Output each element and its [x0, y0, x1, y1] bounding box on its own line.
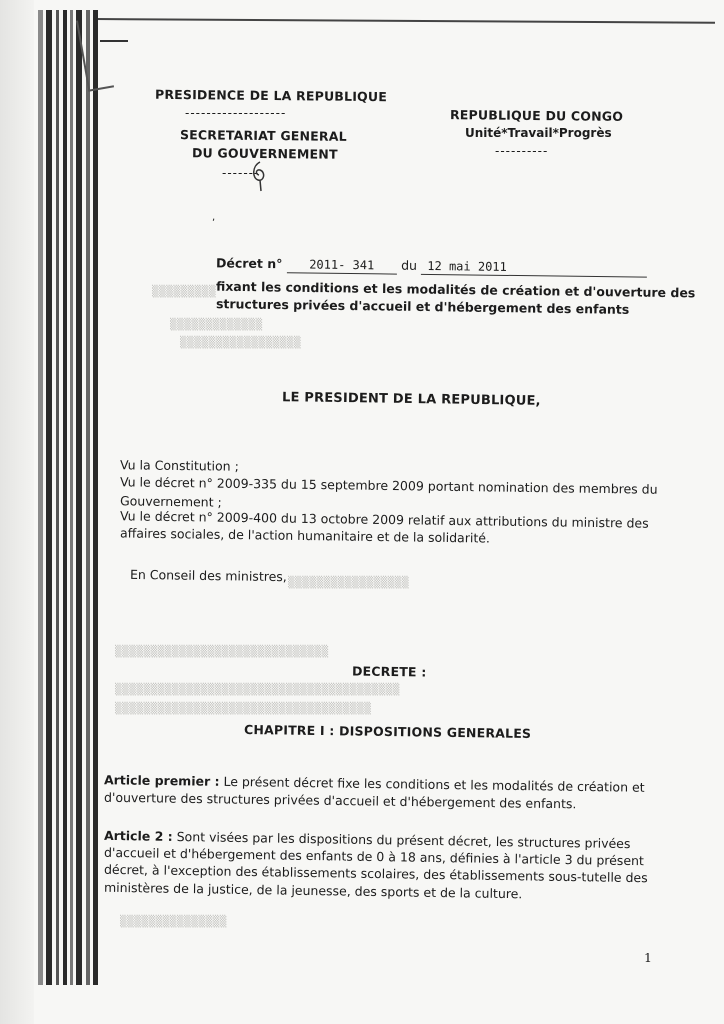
header-left-separator: ------------------- [185, 106, 287, 120]
bleed-through-text: ▒▒▒▒▒▒▒▒▒▒▒▒▒▒▒▒▒ [180, 336, 302, 349]
visa-decree-2009-335-cont: Gouvernement ; [119, 493, 222, 510]
header-left-separator-2: ------- [222, 166, 260, 180]
binding-bar [70, 10, 73, 985]
binding-bar [76, 10, 82, 985]
decree-date-label: du [401, 257, 418, 273]
bleed-through-text: ▒▒▒▒▒▒▒▒▒▒▒▒▒▒▒▒▒▒▒▒▒▒▒▒▒▒▒▒▒▒▒▒▒▒▒▒▒▒▒▒ [115, 683, 400, 696]
visa-decree-2009-400-cont: affaires sociales, de l'action humanitaire et de la solidarité. [119, 525, 491, 546]
handwritten-mark [248, 160, 272, 192]
binder-mark [100, 40, 128, 42]
binding-bar [86, 10, 90, 985]
scan-edge-shadow [0, 0, 34, 1024]
binding-bar [38, 10, 43, 985]
decree-date: 12 mai 2011 [421, 259, 647, 278]
decree-subject-2: structures privées d'accueil et d'hébergement des enfants [215, 296, 630, 317]
chapter-heading: CHAPITRE I : DISPOSITIONS GENERALES [243, 721, 532, 742]
header-gouvernement: DU GOUVERNEMENT [191, 145, 338, 162]
article-2-line-3: décret, à l'exception des établissements scolaires, des établissements sous-tutelle des [103, 861, 648, 886]
article-2-text-1: Sont visées par les dispositions du présent décret, les structures privées [176, 829, 631, 852]
article-2-line-2: d'accueil et d'hébergement des enfants de 0 à 18 ans, définies à l'article 3 du présent [103, 844, 645, 869]
president-heading: LE PRESIDENT DE LA REPUBLIQUE, [281, 390, 541, 409]
bleed-through-text: ▒▒▒▒▒▒▒▒▒▒▒▒▒▒▒ [120, 915, 227, 928]
decrete-heading: DECRETE : [351, 663, 427, 680]
decree-title-line [216, 255, 648, 277]
scan-dot: , [212, 212, 216, 223]
binding-bar [56, 10, 59, 985]
bleed-through-text: ▒▒▒▒▒▒▒▒▒▒▒▒▒▒▒▒▒ [288, 576, 410, 589]
bleed-through-text: ▒▒▒▒▒▒▒▒▒ [152, 285, 217, 298]
page-number: 1 [644, 950, 652, 965]
visa-constitution: Vu la Constitution ; [119, 457, 239, 474]
article-1-line-2: d'ouverture des structures privées d'accueil et d'hébergement des enfants. [103, 789, 577, 812]
top-scan-line [95, 18, 715, 24]
bleed-through-text: ▒▒▒▒▒▒▒▒▒▒▒▒▒ [170, 318, 263, 331]
visa-decree-2009-400: Vu le décret n° 2009-400 du 13 octobre 2009 relatif aux attributions du ministre des [119, 508, 649, 531]
article-1-text-1: Le présent décret fixe les conditions et les modalités de création et [223, 773, 645, 795]
article-2-line-4: ministères de la justice, de la jeunesse, des sports et de la culture. [103, 879, 523, 902]
bleed-through-text: ▒▒▒▒▒▒▒▒▒▒▒▒▒▒▒▒▒▒▒▒▒▒▒▒▒▒▒▒▒▒▒▒▒▒▒▒ [115, 702, 372, 715]
header-motto: Unité*Travail*Progrès [465, 126, 612, 140]
binding-bar [46, 10, 52, 985]
decree-number: 2011- 341 [287, 257, 397, 274]
header-presidence: PRESIDENCE DE LA REPUBLIQUE [154, 86, 388, 105]
header-right-separator: ---------- [495, 144, 549, 158]
binding-bar [63, 10, 67, 985]
binding-bar [93, 10, 98, 985]
header-republique: REPUBLIQUE DU CONGO [449, 107, 624, 124]
decree-subject-1: fixant les conditions et les modalités de création et d'ouverture des [215, 278, 696, 301]
decree-label: Décret n° [215, 255, 283, 272]
conseil-des-ministres: En Conseil des ministres, [129, 566, 287, 585]
article-1-label: Article premier : [103, 772, 220, 789]
visa-decree-2009-335: Vu le décret n° 2009-335 du 15 septembre 2009 portant nomination des membres du [119, 474, 658, 497]
article-2-label: Article 2 : [103, 827, 173, 844]
bleed-through-text: ▒▒▒▒▒▒▒▒▒▒▒▒▒▒▒▒▒▒▒▒▒▒▒▒▒▒▒▒▒▒ [115, 645, 329, 658]
header-secretariat: SECRETARIAT GENERAL [179, 127, 347, 144]
